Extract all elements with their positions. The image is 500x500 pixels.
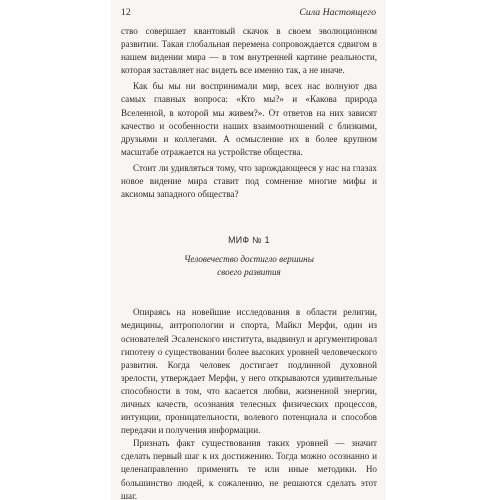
section-subtitle: своего развития	[217, 266, 281, 277]
paragraph: Признать факт существования таких уровней — значит сделать первый шаг к их достижению. Тогда можно осознанно и целенаправленно применять те или иные методики. Но большинство людей, к сожалению, не решаются сделать этот шаг.	[121, 438, 377, 500]
running-title: Сила Настоящего	[299, 7, 376, 18]
book-page	[111, 0, 386, 500]
paragraph: Стоит ли удивляться тому, что зарождающееся у нас на глазах новое видение мира ставит под сомнение многие мифы и аксиомы западного общества?	[121, 162, 377, 200]
page-number: 12	[121, 7, 131, 18]
page-header	[121, 6, 376, 19]
paragraph: Опираясь на новейшие исследования в области религии, медицины, антропологии и спорта, Майкл Мерфи, один из основателей Эсаленского института, выдвинул и аргументировал гипотезу о существовании более высоких уровней человеческого развития. Когда человек достигает подлинной духовной зрелости, утверждает Мерфи, у него открываются удивительные способности в том, что касается любви, жизненной энергии, личных качеств, осознания телесных физических процессов, интуиции, проницательности, волевого потенциала и способов передачи и получения информации.	[121, 307, 377, 436]
section-subtitle: Человечество достигло вершины	[184, 254, 314, 265]
page-body	[121, 25, 377, 500]
paragraph: Как бы мы ни воспринимали мир, всех нас волнуют два самых главных вопроса: «Кто мы?» и «Какова природа Вселенной, в которой мы живем?». От ответов на них зависят качество и особенности наших взаимоотношений с близкими, друзьями и коллегами. А осмысление их в более крупном масштабе отражается на устройстве общества.	[121, 81, 377, 157]
paragraph: ство совершает квантовый скачок в своем эволюционном развитии. Такая глобальная перемена сопровождается сдвигом в нашем видении мира — в том внутренней картине реальности, которая заставляет нас видеть все именно так, а не иначе.	[121, 26, 377, 76]
section-title: МИФ № 1	[228, 235, 270, 246]
